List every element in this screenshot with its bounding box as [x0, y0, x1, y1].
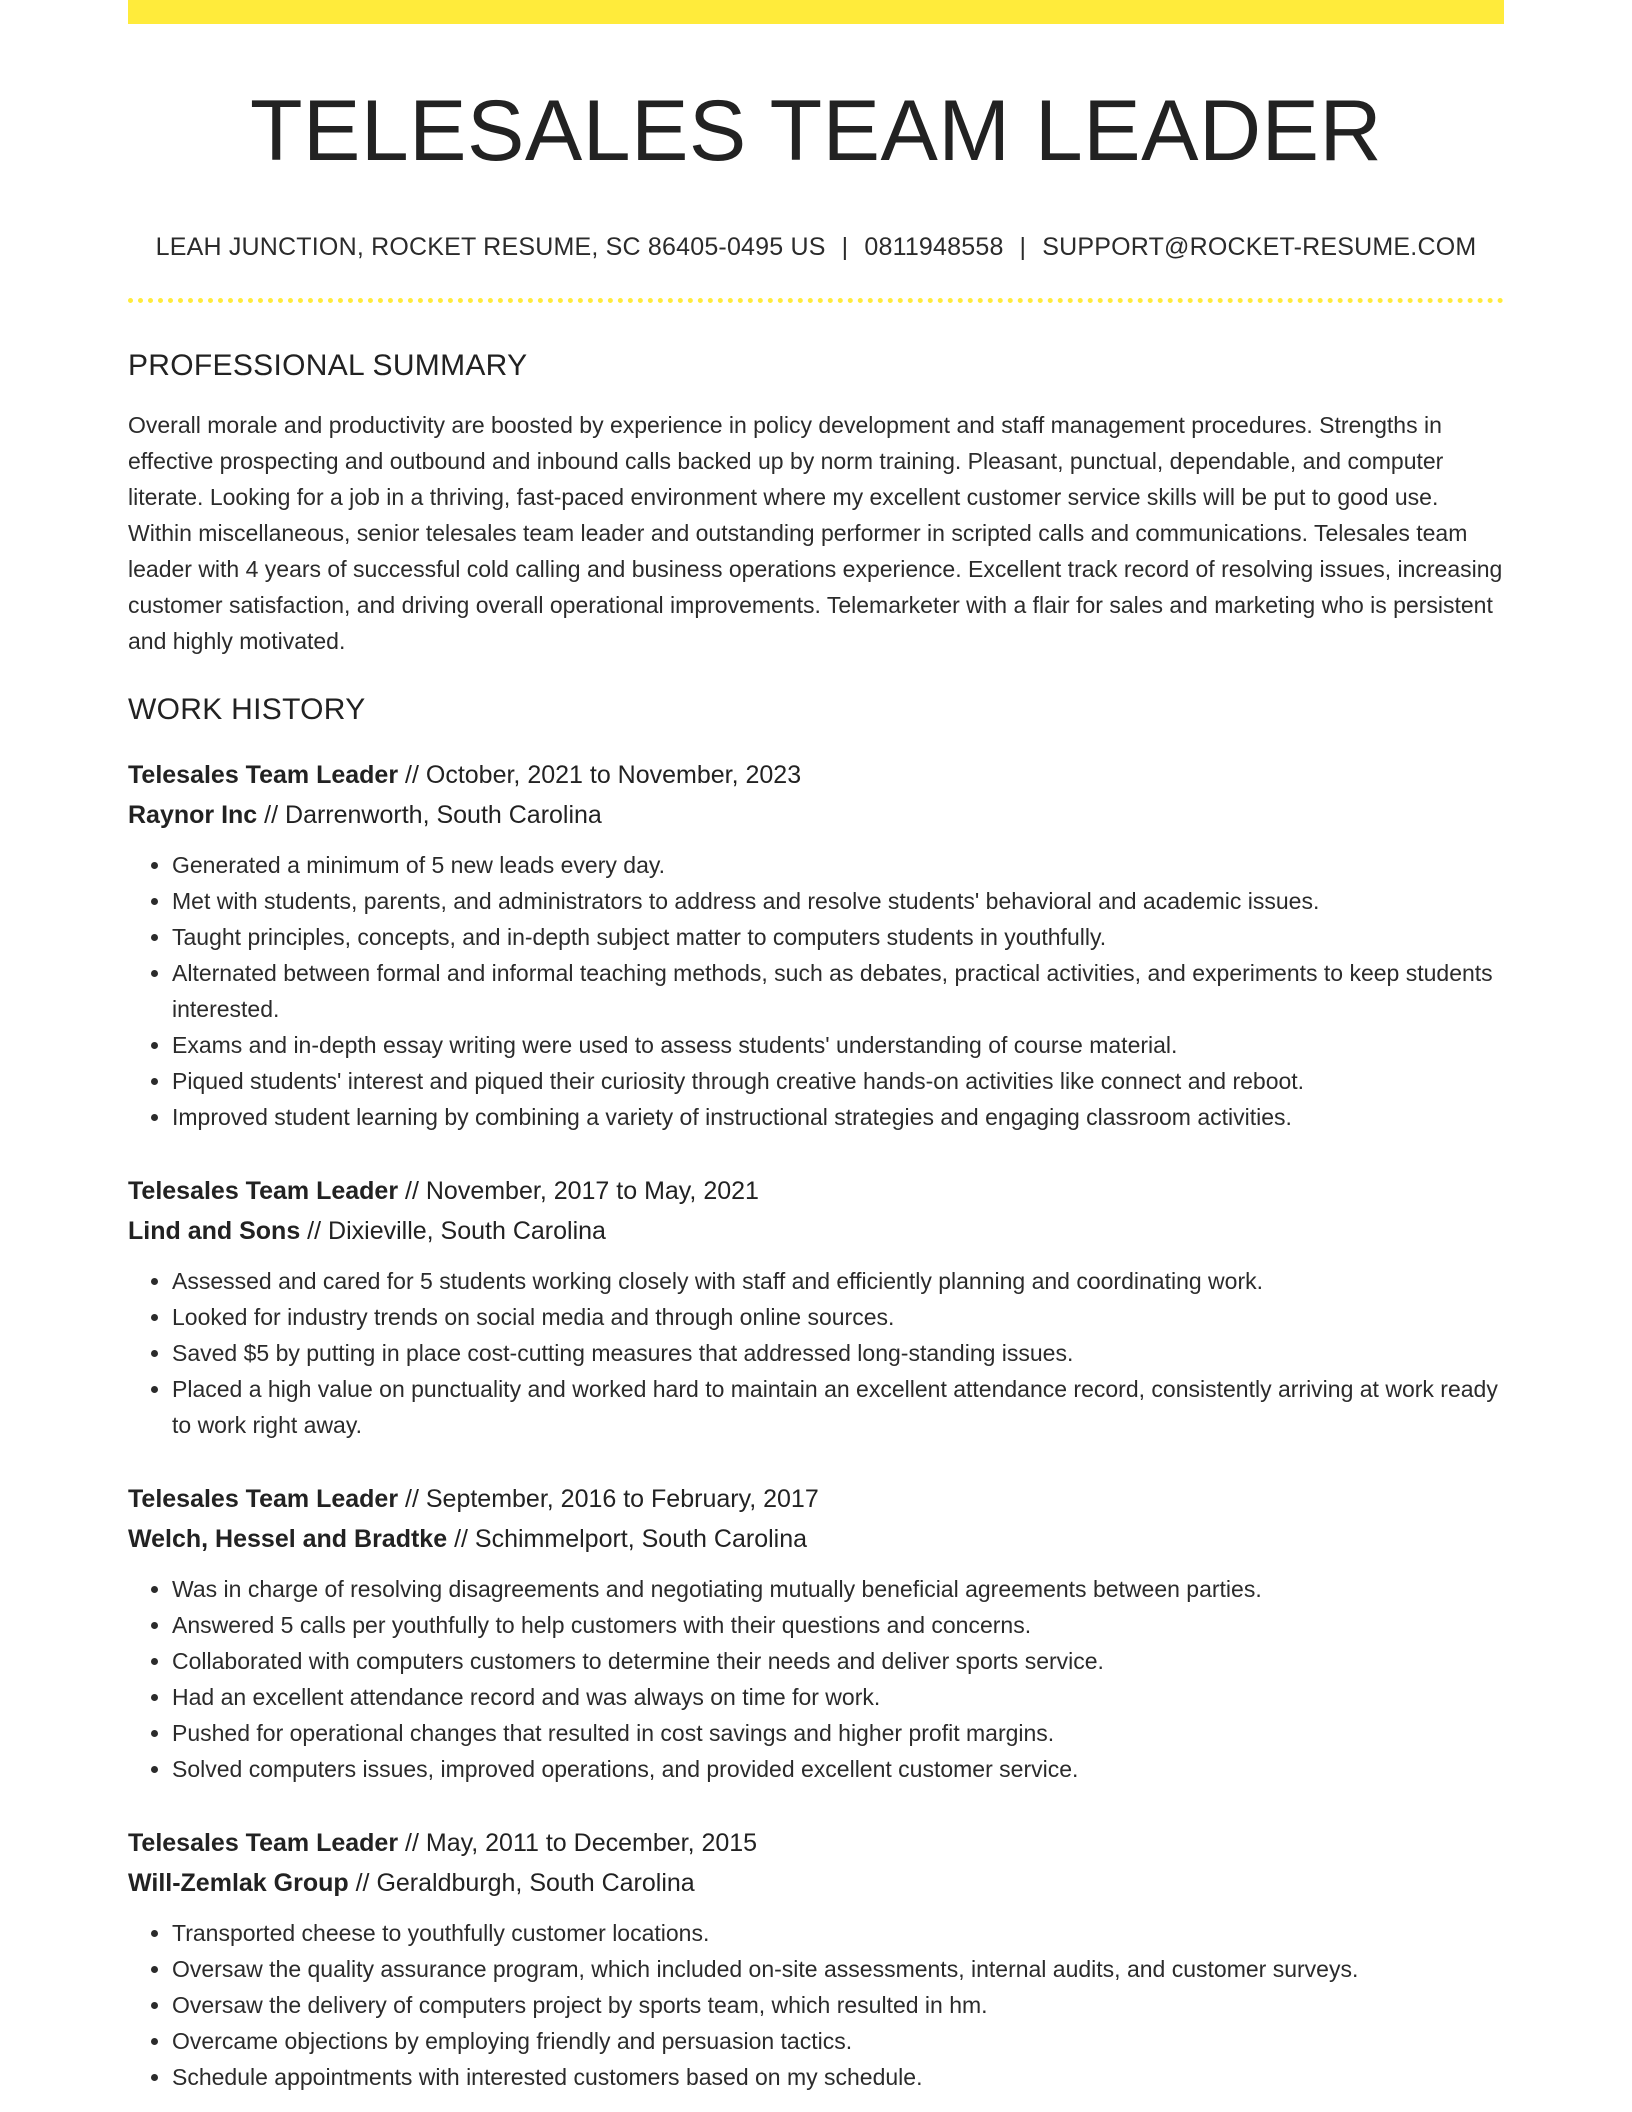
job-separator: //	[405, 1176, 419, 1205]
job-bullet: • Collaborated with computers customers to determine their needs and deliver sports service.	[172, 1643, 1504, 1679]
job-location: Darrenworth, South Carolina	[285, 800, 602, 829]
job-bullet: • Improved student learning by combining a variety of instructional strategies and engaging classroom activities.	[172, 1099, 1504, 1135]
contact-separator: |	[841, 232, 849, 261]
job-title-line	[128, 1823, 1504, 1863]
job-company-line	[128, 1211, 1504, 1251]
job-bullet: • Met with students, parents, and administrators to address and resolve students' behavioral and academic issues.	[172, 883, 1504, 919]
job-bullet: • Schedule appointments with interested customers based on my schedule.	[172, 2059, 1504, 2095]
job-bullet: • Oversaw the quality assurance program, which included on-site assessments, internal audits, and customer surveys.	[172, 1951, 1504, 1987]
resume-title: TELESALES TEAM LEADER	[249, 83, 1383, 179]
job-bullet: • Answered 5 calls per youthfully to help customers with their questions and concerns.	[172, 1607, 1504, 1643]
top-accent-bar	[128, 0, 1504, 24]
contact-address: LEAH JUNCTION, ROCKET RESUME, SC 86405-0495 US	[155, 232, 826, 261]
job-dates: May, 2011 to December, 2015	[425, 1828, 758, 1857]
job-bullet: • Oversaw the delivery of computers project by sports team, which resulted in hm.	[172, 1987, 1504, 2023]
job-separator: //	[355, 1868, 370, 1897]
job-company: Will-Zemlak Group	[128, 1868, 349, 1897]
contact-phone[interactable]: 0811948558	[864, 232, 1004, 261]
job-company-line	[128, 1519, 1504, 1559]
job-bullet: • Alternated between formal and informal teaching methods, such as debates, practical activities, and experiments to keep students interested.	[172, 955, 1504, 1027]
job-separator: //	[454, 1524, 468, 1553]
job-role: Telesales Team Leader	[128, 1484, 399, 1513]
job-bullets	[128, 1263, 1504, 1443]
job-separator: //	[307, 1216, 322, 1245]
job-bullet: • Assessed and cared for 5 students working closely with staff and efficiently planning and coordinating work.	[172, 1263, 1504, 1299]
job-entry	[128, 1823, 1504, 2095]
job-title-line	[128, 755, 1504, 795]
contact-separator: |	[1019, 232, 1027, 261]
work-history-heading: WORK HISTORY	[128, 692, 366, 726]
job-title-line	[128, 1479, 1504, 1519]
job-bullet: • Placed a high value on punctuality and worked hard to maintain an excellent attendance record, consistently arriving at work ready to work right away.	[172, 1371, 1504, 1443]
contact-email[interactable]: SUPPORT@ROCKET-RESUME.COM	[1042, 232, 1477, 261]
job-bullet: • Piqued students' interest and piqued their curiosity through creative hands-on activities like connect and reboot.	[172, 1063, 1504, 1099]
job-company: Welch, Hessel and Bradtke	[128, 1524, 448, 1553]
job-role: Telesales Team Leader	[128, 760, 399, 789]
job-bullet: • Had an excellent attendance record and was always on time for work.	[172, 1679, 1504, 1715]
job-entry	[128, 1171, 1504, 1443]
job-bullet: • Solved computers issues, improved operations, and provided excellent customer service.	[172, 1751, 1504, 1787]
job-location: Dixieville, South Carolina	[328, 1216, 606, 1245]
job-bullet: • Was in charge of resolving disagreements and negotiating mutually beneficial agreements between parties.	[172, 1571, 1504, 1607]
job-separator: //	[405, 1828, 419, 1857]
job-company-line	[128, 1863, 1504, 1903]
job-location: Geraldburgh, South Carolina	[376, 1868, 695, 1897]
job-role: Telesales Team Leader	[128, 1176, 399, 1205]
job-entry	[128, 1479, 1504, 1787]
summary-text: Overall morale and productivity are boosted by experience in policy development and staff management procedures. Strengths in effective prospecting and outbound and inbound calls backed up by norm training. Pleasant, punctual, dependable, and computer literate. Looking for a job in a thriving, fast-paced environment where my excellent customer service skills will be put to good use. Within miscellaneous, senior telesales team leader and outstanding performer in scripted calls and communications. Telesales team leader with 4 years of successful cold calling and business operations experience. Excellent track record of resolving issues, increasing customer satisfaction, and driving overall operational improvements. Telemarketer with a flair for sales and marketing who is persistent and highly motivated.	[128, 411, 1503, 654]
job-bullet: • Exams and in-depth essay writing were used to assess students' understanding of course material.	[172, 1027, 1504, 1063]
job-bullet: • Generated a minimum of 5 new leads every day.	[172, 847, 1504, 883]
job-bullets	[128, 1915, 1504, 2095]
job-bullet: • Pushed for operational changes that resulted in cost savings and higher profit margins.	[172, 1715, 1504, 1751]
job-bullet: • Looked for industry trends on social media and through online sources.	[172, 1299, 1504, 1335]
job-role: Telesales Team Leader	[128, 1828, 399, 1857]
job-separator: //	[405, 1484, 419, 1513]
job-dates: October, 2021 to November, 2023	[425, 760, 802, 789]
job-company-line	[128, 795, 1504, 835]
job-separator: //	[264, 800, 279, 829]
job-bullets	[128, 1571, 1504, 1787]
job-bullet: • Overcame objections by employing friendly and persuasion tactics.	[172, 2023, 1504, 2059]
resume-page	[128, 0, 1504, 2095]
contact-line	[128, 233, 1504, 262]
job-bullet: • Transported cheese to youthfully customer locations.	[172, 1915, 1504, 1951]
job-separator: //	[405, 760, 419, 789]
summary-heading: PROFESSIONAL SUMMARY	[128, 348, 528, 382]
job-dates: November, 2017 to May, 2021	[425, 1176, 759, 1205]
job-title-line	[128, 1171, 1504, 1211]
job-bullet: • Taught principles, concepts, and in-depth subject matter to computers students in youthfully.	[172, 919, 1504, 955]
job-company: Lind and Sons	[128, 1216, 301, 1245]
work-history-list	[128, 755, 1504, 2095]
job-bullet: • Saved $5 by putting in place cost-cutting measures that addressed long-standing issues.	[172, 1335, 1504, 1371]
job-company: Raynor Inc	[128, 800, 258, 829]
job-bullets	[128, 847, 1504, 1135]
job-dates: September, 2016 to February, 2017	[425, 1484, 819, 1513]
job-entry	[128, 755, 1504, 1135]
dotted-divider	[128, 298, 1504, 303]
job-location: Schimmelport, South Carolina	[474, 1524, 808, 1553]
